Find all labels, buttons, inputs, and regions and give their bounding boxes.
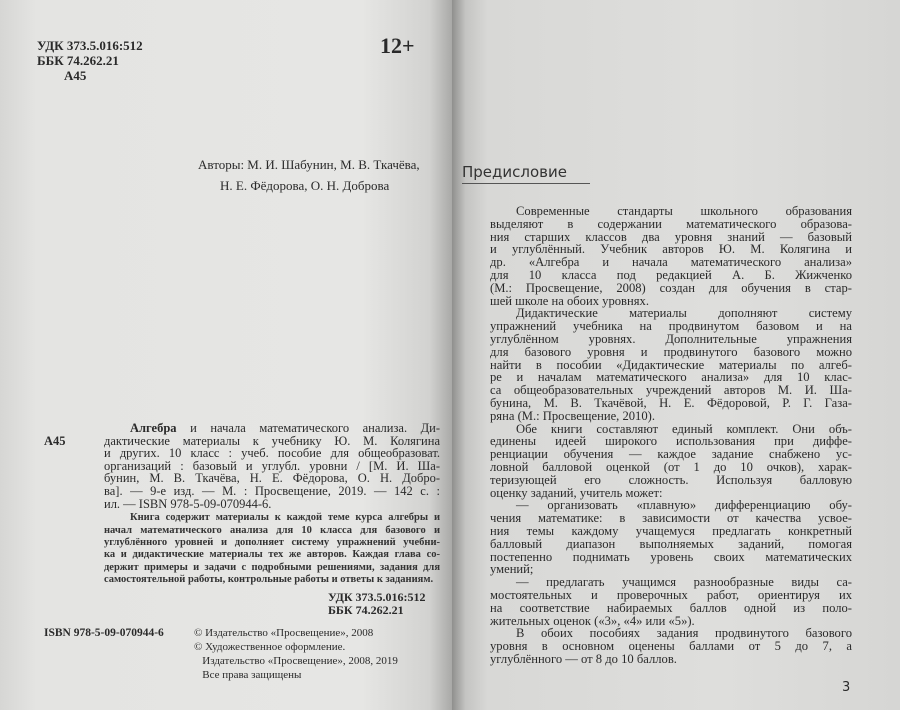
bibliographic-record — [44, 421, 440, 511]
preface-line: оценку заданий, учитель может: — [490, 485, 663, 500]
preface-line: теризующей его сложность. Используя балловую — [490, 472, 852, 487]
preface-line: ре и началам математического анализа» для 10 клас- — [490, 370, 852, 385]
preface-line: Обе книги составляют единый комплект. Они объ- — [516, 421, 852, 436]
section-heading: Предисловие — [462, 163, 567, 181]
bib-line: организаций : базовый и углубл. уровни / [М. И. Ша- — [104, 458, 440, 473]
preface-line: углублённого — от 8 до 10 баллов. — [490, 651, 677, 666]
annotation-line: Книга содержит материалы к каждой теме курса алгебры и — [130, 512, 440, 524]
authors-line-1: Авторы: М. И. Шабунин, М. В. Ткачёва, — [198, 157, 420, 172]
authors-line-2: Н. Е. Фёдорова, О. Н. Доброва — [220, 178, 390, 193]
bib-line: дактические материалы к учебнику Ю. М. Колягина — [104, 433, 440, 448]
preface-line: В обоих пособиях задания продвинутого базового — [516, 626, 852, 641]
copyright-line: Издательство «Просвещение», 2008, 2019 — [194, 655, 398, 667]
annotation-line: держит примеры и задачи с подробными решениями, задания для — [104, 561, 440, 573]
preface-line: чения математике: в зависимости от качества усвое- — [490, 511, 852, 526]
bib-line — [104, 422, 440, 435]
annotation-line: ка и дидактические материалы тех же авторов. Каждая глава со- — [104, 549, 440, 561]
preface-line: и углублённый. Учебник авторов Ю. М. Колягина и — [490, 242, 852, 257]
preface-line: ния темы каждому учащемуся предлагать конкретный — [490, 523, 852, 538]
preface-line: Современные стандарты школьного образования — [516, 204, 852, 218]
preface-line: бунина, М. В. Ткачёвой, Н. Е. Фёдоровой, Р. Г. Газа- — [490, 395, 852, 410]
copyright-line: © Художественное оформление. — [194, 640, 346, 653]
preface-line: балловый диапазон выполняемых заданий, помогая — [490, 536, 852, 551]
udk-bbk-bottom — [328, 591, 440, 618]
bib-line: бунин, М. В. Ткачёва, Н. Е. Фёдорова, О. Н. Добро- — [104, 471, 440, 486]
udk-code: УДК 373.5.016:512 — [37, 38, 143, 53]
isbn: ISBN 978-5-09-070944-6 — [44, 626, 164, 639]
heading-rule — [462, 183, 590, 184]
preface-line: са общеобразовательных учреждений авторов М. И. Ша- — [490, 383, 852, 398]
bib-title: Алгебра — [130, 421, 177, 435]
bbk-code: ББК 74.262.21 — [37, 53, 119, 68]
preface-line: единены идеей широкого использования при диффе- — [490, 434, 852, 449]
bib-line: ва]. — 9-е изд. — М. : Просвещение, 2019. — 142 с. : — [104, 483, 440, 498]
preface-line: ловной балловой оценкой (от 1 до 10 очков), харак- — [490, 459, 852, 474]
preface-line: ренциации обучения — каждое задание снабжено ус- — [490, 447, 852, 462]
bib-first-line-rest: и начала математического анализа. Ди- — [176, 421, 440, 435]
annotation-line: самостоятельной работы, контрольные работы и ответы к заданиям. — [104, 574, 434, 586]
author-mark: А45 — [64, 68, 87, 83]
age-rating: 12+ — [380, 33, 415, 58]
bib-line: и других. 10 класс : учеб. пособие для общеобразоват. — [104, 446, 440, 461]
preface-line: мостоятельных и проверочных работ, ориентируя их — [490, 587, 852, 602]
preface-line: др. «Алгебра и начала математического анализа» — [490, 255, 852, 270]
annotation-line: начал математического анализа для 10 класса для базового и — [104, 524, 440, 536]
preface-line: выделяют в содержании математического образова- — [490, 216, 852, 231]
preface-line: уровня в основном оценены баллами от 5 до 7, а — [490, 639, 852, 654]
annotation — [104, 512, 440, 586]
preface-line: ния старших классов два уровня знаний — базовый — [490, 229, 852, 244]
bbk-bottom: ББК 74.262.21 — [328, 603, 404, 618]
preface-line: углублённом уровнях. Дополнительные упражнения — [490, 331, 852, 346]
preface-text — [490, 205, 852, 666]
preface-line: постепенно поднимать уровень своих математических — [490, 549, 852, 564]
preface-line: упражнений учебника на продвинутом базовом и на — [490, 319, 852, 334]
preface-line: умений; — [490, 562, 534, 577]
preface-line: шей школе на обоих уровнях. — [490, 293, 649, 308]
copyright-line: Все права защищены — [194, 669, 302, 682]
imprint-block — [44, 422, 440, 682]
preface-line: для 10 класса под редакцией А. Б. Жижченко — [490, 267, 852, 282]
isbn-copyright-row — [44, 626, 440, 683]
preface-line: для базового уровня и продвинутого базового можно — [490, 344, 852, 359]
copyright-line: © Издательство «Просвещение», 2008 — [194, 626, 374, 639]
annotation-line: углублённого уровней и дополняет систему упражнений учебни- — [104, 536, 440, 548]
copyright-block — [194, 626, 398, 683]
bib-line: ил. — ISBN 978-5-09-070944-6. — [104, 496, 272, 511]
preface-line: Дидактические материалы дополняют систему — [516, 306, 852, 321]
preface-line: — предлагать учащимся разнообразные виды са- — [516, 575, 852, 590]
preface-line: жительных оценок («3», «4» или «5»). — [490, 613, 695, 628]
bib-author-mark: А45 — [44, 433, 66, 448]
preface-line: (М.: Просвещение, 2008) создан для обучения в стар- — [490, 280, 852, 295]
preface-line: — организовать «плавную» дифференциацию обу- — [516, 498, 852, 513]
preface-line: на соответствие набираемых баллов одной из поло- — [490, 600, 852, 615]
preface-line: найти в пособии «Дидактические материалы по алгеб- — [490, 357, 852, 372]
preface-line: ряна (М.: Просвещение, 2010). — [490, 408, 655, 423]
udk-bottom: УДК 373.5.016:512 — [328, 589, 426, 604]
page-number: 3 — [842, 680, 851, 695]
